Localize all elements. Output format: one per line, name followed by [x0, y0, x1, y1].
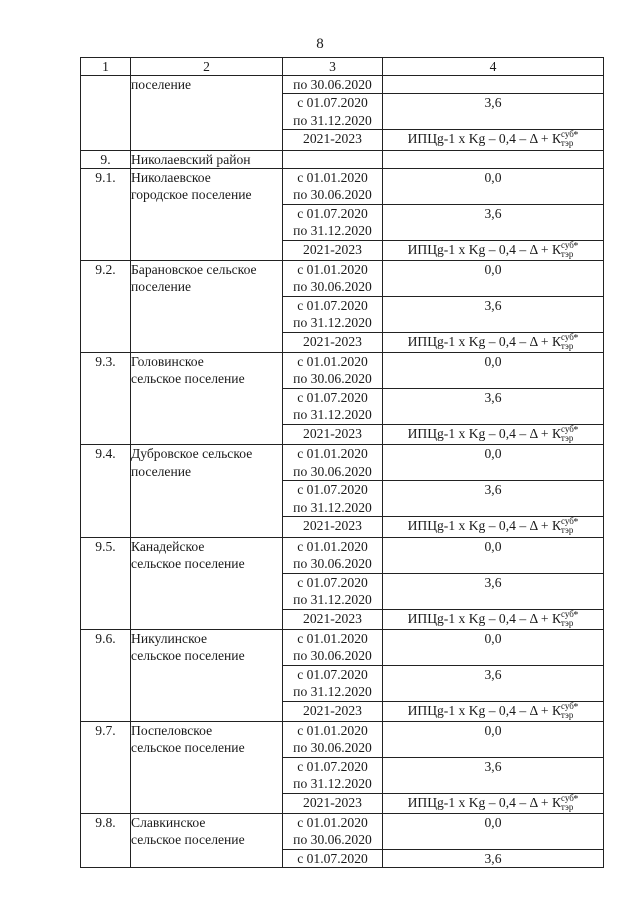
- empty-cell: [383, 150, 604, 168]
- period-cell: с 01.07.2020 по 31.12.2020: [283, 573, 383, 609]
- formula-asterisk: *: [573, 794, 579, 806]
- formula-asterisk: *: [573, 701, 579, 713]
- formula-asterisk: *: [573, 333, 579, 345]
- value-cell: 3,6: [383, 94, 604, 130]
- row-number: 9.7.: [81, 722, 131, 814]
- formula-cell: [383, 517, 604, 537]
- table-row: [81, 353, 604, 389]
- period-cell: с 01.01.2020 по 30.06.2020: [283, 722, 383, 758]
- page-number: 8: [316, 36, 324, 52]
- value-cell: 3,6: [383, 665, 604, 701]
- row-number: 9.3.: [81, 353, 131, 445]
- period-cell: с 01.01.2020 по 30.06.2020: [283, 629, 383, 665]
- formula-cell: [383, 425, 604, 445]
- value-cell: 0,0: [383, 722, 604, 758]
- table-row: [81, 168, 604, 204]
- period-cell: с 01.01.2020 по 30.06.2020: [283, 537, 383, 573]
- tariff-table: [80, 57, 604, 868]
- row-number: 9.1.: [81, 168, 131, 260]
- value-cell: 0,0: [383, 261, 604, 297]
- settlement-name: Дубровское сельское поселение: [131, 445, 283, 537]
- formula-subscript: тэр: [560, 617, 574, 628]
- value-cell: [383, 76, 604, 94]
- formula-main: ИПЦg-1 х Kg – 0,4 – Δ + К: [407, 518, 562, 534]
- district-name: Николаевский район: [131, 150, 283, 168]
- period-cell: 2021-2023: [283, 240, 383, 260]
- value-cell: 0,0: [383, 445, 604, 481]
- row-number: 9.2.: [81, 261, 131, 353]
- value-cell: 3,6: [383, 389, 604, 425]
- table-row: [81, 722, 604, 758]
- value-cell: 3,6: [383, 481, 604, 517]
- column-header-3: 3: [283, 58, 383, 76]
- period-cell: с 01.07.2020 по 31.12.2020: [283, 665, 383, 701]
- value-cell: 3,6: [383, 204, 604, 240]
- formula-asterisk: *: [573, 240, 579, 252]
- formula-cell: [383, 130, 604, 150]
- value-cell: 0,0: [383, 629, 604, 665]
- formula-cell: [383, 240, 604, 260]
- header-row: [81, 58, 604, 76]
- settlement-name: Канадейское сельское поселение: [131, 537, 283, 629]
- column-header-1: 1: [81, 58, 131, 76]
- value-cell: 3,6: [383, 850, 604, 868]
- settlement-name: Николаевское городское поселение: [131, 168, 283, 260]
- row-number: 9.8.: [81, 814, 131, 868]
- table-row: [81, 629, 604, 665]
- period-cell: с 01.07.2020 по 31.12.2020: [283, 204, 383, 240]
- period-cell: 2021-2023: [283, 333, 383, 353]
- formula-superscript: суб: [561, 424, 574, 435]
- formula-asterisk: *: [573, 517, 579, 529]
- period-cell: с 01.07.2020 по 31.12.2020: [283, 389, 383, 425]
- formula-main: ИПЦg-1 х Kg – 0,4 – Δ + К: [407, 241, 562, 257]
- table-row: [81, 537, 604, 573]
- table-row: [81, 261, 604, 297]
- period-cell: 2021-2023: [283, 425, 383, 445]
- formula-main: ИПЦg-1 х Kg – 0,4 – Δ + К: [407, 334, 562, 350]
- empty-cell: [283, 150, 383, 168]
- period-cell: с 01.07.2020 по 31.12.2020: [283, 94, 383, 130]
- period-cell: 2021-2023: [283, 794, 383, 814]
- formula-cell: [383, 794, 604, 814]
- formula-asterisk: *: [573, 130, 579, 142]
- period-cell: по 30.06.2020: [283, 76, 383, 94]
- period-cell: с 01.01.2020 по 30.06.2020: [283, 261, 383, 297]
- formula-subscript: тэр: [560, 138, 574, 149]
- formula-superscript: суб: [561, 701, 574, 711]
- settlement-name: Барановское сельское поселение: [131, 261, 283, 353]
- row-number: 9.4.: [81, 445, 131, 537]
- period-cell: с 01.01.2020 по 30.06.2020: [283, 445, 383, 481]
- column-header-4: 4: [383, 58, 604, 76]
- period-cell: с 01.07.2020 по 31.12.2020: [283, 758, 383, 794]
- value-cell: 0,0: [383, 537, 604, 573]
- formula-subscript: тэр: [560, 433, 574, 444]
- table-row: [81, 445, 604, 481]
- formula-cell: [383, 333, 604, 353]
- row-number: [81, 76, 131, 150]
- district-number: 9.: [81, 150, 131, 168]
- formula-subscript: тэр: [560, 248, 574, 259]
- table-row: [81, 814, 604, 850]
- formula-subscript: тэр: [560, 802, 574, 813]
- formula-superscript: суб: [561, 609, 574, 619]
- formula-subscript: тэр: [560, 525, 574, 536]
- period-cell: 2021-2023: [283, 609, 383, 629]
- formula-cell: [383, 609, 604, 629]
- settlement-name: Головинское сельское поселение: [131, 353, 283, 445]
- period-cell: с 01.07.2020 по 31.12.2020: [283, 481, 383, 517]
- formula-asterisk: *: [573, 609, 579, 621]
- settlement-name: Никулинское сельское поселение: [131, 629, 283, 721]
- value-cell: 3,6: [383, 758, 604, 794]
- district-row: [81, 150, 604, 168]
- formula-superscript: суб: [561, 129, 574, 140]
- period-cell: с 01.01.2020 по 30.06.2020: [283, 168, 383, 204]
- formula-main: ИПЦg-1 х Kg – 0,4 – Δ + К: [407, 702, 562, 718]
- column-header-2: 2: [131, 58, 283, 76]
- period-cell: с 01.07.2020 по 31.12.2020: [283, 297, 383, 333]
- period-cell: 2021-2023: [283, 130, 383, 150]
- period-cell: с 01.07.2020: [283, 850, 383, 868]
- row-number: 9.5.: [81, 537, 131, 629]
- formula-main: ИПЦg-1 х Kg – 0,4 – Δ + К: [407, 610, 562, 626]
- formula-superscript: суб: [561, 516, 574, 527]
- formula-cell: [383, 701, 604, 721]
- value-cell: 0,0: [383, 353, 604, 389]
- period-cell: с 01.01.2020 по 30.06.2020: [283, 814, 383, 850]
- settlement-name: Славкинское сельское поселение: [131, 814, 283, 868]
- value-cell: 3,6: [383, 297, 604, 333]
- settlement-name: поселение: [131, 76, 283, 150]
- value-cell: 0,0: [383, 168, 604, 204]
- formula-superscript: суб: [561, 793, 574, 804]
- value-cell: 3,6: [383, 573, 604, 609]
- formula-main: ИПЦg-1 х Kg – 0,4 – Δ + К: [407, 131, 562, 147]
- settlement-name: Поспеловское сельское поселение: [131, 722, 283, 814]
- formula-subscript: тэр: [560, 341, 574, 352]
- period-cell: 2021-2023: [283, 701, 383, 721]
- row-number: 9.6.: [81, 629, 131, 721]
- period-cell: 2021-2023: [283, 517, 383, 537]
- table-row: [81, 76, 604, 94]
- formula-subscript: тэр: [560, 709, 574, 720]
- formula-superscript: суб: [561, 332, 574, 343]
- formula-main: ИПЦg-1 х Kg – 0,4 – Δ + К: [407, 795, 562, 811]
- formula-main: ИПЦg-1 х Kg – 0,4 – Δ + К: [407, 426, 562, 442]
- period-cell: с 01.01.2020 по 30.06.2020: [283, 353, 383, 389]
- formula-superscript: суб: [561, 240, 574, 250]
- value-cell: 0,0: [383, 814, 604, 850]
- formula-asterisk: *: [573, 425, 579, 437]
